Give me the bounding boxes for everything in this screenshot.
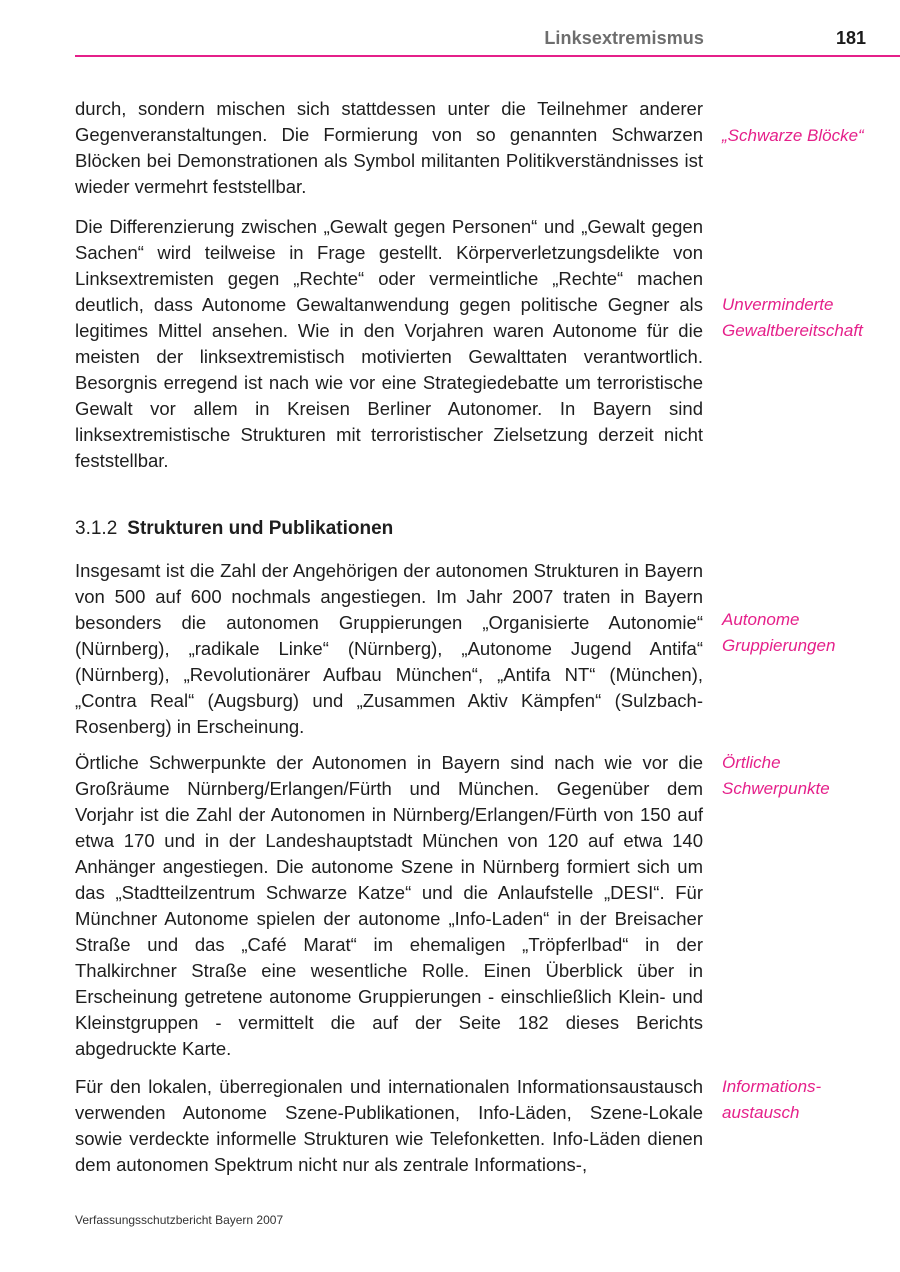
- section-heading: [75, 516, 393, 542]
- body-paragraph-1: durch, sondern mischen sich stattdessen unter die Teilnehmer anderer Gegenveranstaltungen. Die Formierung von so genannten Schwarzen Blöcken bei Demonstrationen als Symbol militanten Politikverständnisses ist wieder vermehrt feststellbar.: [75, 98, 703, 197]
- body-paragraph-5: Für den lokalen, überregionalen und internationalen Informationsaustausch verwenden Autonome Szene-Publikationen, Info-Läden, Szene-Lokale sowie verdeckte informelle Strukturen wie Telefonketten. Info-Läden dienen dem autonomen Spektrum nicht nur als zentrale Informations-,: [75, 1076, 703, 1175]
- margin-note-informationsaustausch: Informations- austausch: [722, 1077, 822, 1122]
- page-footer: Verfassungsschutzbericht Bayern 2007: [75, 1213, 284, 1227]
- margin-note-gewaltbereitschaft: Unverminderte Gewaltbereitschaft: [722, 295, 863, 340]
- margin-note-schwerpunkte: Örtliche Schwerpunkte: [722, 753, 830, 798]
- margin-note-schwarze-bloecke: „Schwarze Blöcke“: [722, 126, 864, 145]
- running-header-title: Linksextremismus: [544, 28, 704, 48]
- section-number: 3.1.2: [75, 518, 118, 539]
- body-paragraph-2: Die Differenzierung zwischen „Gewalt gegen Personen“ und „Gewalt gegen Sachen“ wird teilweise in Frage gestellt. Körperverletzungsdelikte von Linksextremisten gegen „Rechte“ oder vermeintliche „Rechte“ machen deutlich, dass Autonome Gewaltanwendung gegen politische Gegner als legitimes Mittel ansehen. Wie in den Vorjahren waren Autonome für die meisten der linksextremistisch motivierten Gewalttaten verantwortlich. Besorgnis erregend ist nach wie vor eine Strategiedebatte um terroristische Gewalt vor allem in Kreisen Berliner Autonomer. In Bayern sind linksextremistische Strukturen mit terroristischer Zielsetzung derzeit nicht feststellbar.: [75, 216, 703, 471]
- header-divider: [75, 55, 900, 57]
- section-title: Strukturen und Publikationen: [127, 518, 394, 539]
- body-paragraph-3: Insgesamt ist die Zahl der Angehörigen der autonomen Strukturen in Bayern von 500 auf 600 nochmals angestiegen. Im Jahr 2007 traten in Bayern besonders die autonomen Gruppierungen „Organisierte Autonomie“ (Nürnberg), „radikale Linke“ (Nürnberg), „Autonome Jugend Antifa“ (Nürnberg), „Revolutionärer Aufbau München“, „Antifa NT“ (München), „Contra Real“ (Augsburg) und „Zusammen Aktiv Kämpfen“ (Sulzbach-Rosenberg) in Erscheinung.: [75, 560, 703, 737]
- body-paragraph-4: Örtliche Schwerpunkte der Autonomen in Bayern sind nach wie vor die Großräume Nürnberg/Erlangen/Fürth und München. Gegenüber dem Vorjahr ist die Zahl der Autonomen in Nürnberg/Erlangen/Fürth von 150 auf etwa 170 und in der Landeshauptstadt München von 120 auf etwa 140 Anhänger angestiegen. Die autonome Szene in Nürnberg formiert sich um das „Stadtteilzentrum Schwarze Katze“ und die Anlaufstelle „DESI“. Für Münchner Autonome spielen der autonome „Info-Laden“ in der Breisacher Straße und das „Café Marat“ im ehemaligen „Tröpferlbad“ in der Thalkirchner Straße eine wesentliche Rolle. Einen Überblick über in Erscheinung getretene autonome Gruppierungen - einschließlich Klein- und Kleinstgruppen - vermittelt die auf der Seite 182 dieses Berichts abgedruckte Karte.: [75, 752, 703, 1059]
- margin-note-gruppierungen: Autonome Gruppierungen: [722, 610, 836, 655]
- page-number: 181: [835, 28, 866, 48]
